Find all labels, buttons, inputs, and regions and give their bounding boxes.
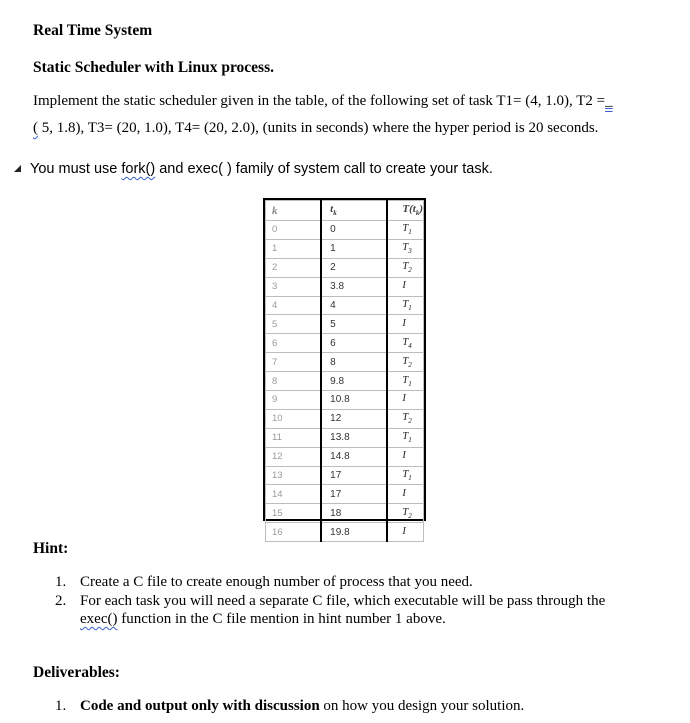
cell-time: 17 [321, 485, 387, 504]
header-task [387, 201, 423, 221]
cell-time: 8 [321, 353, 387, 372]
header-t-label: t [330, 203, 334, 216]
cell-k: 11 [266, 428, 322, 447]
task-name: T [402, 431, 409, 443]
table-row [266, 221, 424, 240]
cell-k: 6 [266, 334, 322, 353]
cell-k: 15 [266, 504, 322, 523]
table-row [266, 447, 424, 466]
cell-k: 13 [266, 466, 322, 485]
table-row [266, 239, 424, 258]
cell-task [387, 504, 423, 523]
header-t-sub: k [333, 209, 337, 218]
cell-time: 4 [321, 296, 387, 315]
cell-task [387, 221, 423, 240]
deliverables-item-1 [55, 698, 524, 715]
task-name: I [402, 317, 406, 329]
list-number: 1. [55, 574, 67, 590]
cell-task [387, 277, 423, 296]
deliverables-heading: Deliverables: [33, 664, 120, 681]
cell-k: 3 [266, 277, 322, 296]
task-name: T [402, 298, 409, 310]
header-task-sub: k [415, 209, 420, 218]
task-subscript: 2 [408, 511, 412, 520]
cell-k: 1 [266, 239, 322, 258]
header-task-label: T(t [402, 203, 416, 216]
task-subscript: 3 [408, 247, 412, 256]
hint-text: For each task you will need a separate C file, which executable will be pass through the [80, 593, 606, 609]
cell-time: 18 [321, 504, 387, 523]
cell-k: 10 [266, 409, 322, 428]
cell-time: 19.8 [321, 523, 387, 542]
task-name: T [402, 374, 409, 386]
cell-task [387, 372, 423, 391]
task-subscript: 2 [408, 266, 412, 275]
cell-k: 5 [266, 315, 322, 334]
task-name: T [402, 336, 409, 348]
page-subtitle: Static Scheduler with Linux process. [33, 59, 274, 76]
cell-task [387, 391, 423, 410]
cell-task [387, 428, 423, 447]
hint-heading: Hint: [33, 540, 69, 557]
table-row [266, 372, 424, 391]
cell-k: 2 [266, 258, 322, 277]
table-row [266, 466, 424, 485]
header-t [321, 201, 387, 221]
cell-task [387, 334, 423, 353]
cell-k: 8 [266, 372, 322, 391]
header-k: k [266, 201, 322, 221]
cell-time: 5 [321, 315, 387, 334]
task-name: I [402, 487, 406, 499]
intro-text: ent the static scheduler given in the table, of the following set of task T1= (4, 1.0), T2 = [79, 93, 606, 109]
cell-time: 2 [321, 258, 387, 277]
table-row [266, 315, 424, 334]
hint-item-1 [55, 574, 473, 591]
intro-text: Implem [33, 93, 80, 109]
bullet-item [14, 161, 493, 177]
hint-item-2 [55, 593, 605, 610]
intro-text: ( [33, 120, 38, 136]
cell-time: 12 [321, 409, 387, 428]
task-name: T [402, 506, 409, 518]
list-number: 1. [55, 698, 67, 714]
cell-time: 14.8 [321, 447, 387, 466]
intro-blank: _ [605, 93, 613, 109]
task-name: T [402, 468, 409, 480]
cell-k: 9 [266, 391, 322, 410]
task-name: T [402, 242, 409, 254]
cell-k: 7 [266, 353, 322, 372]
collapse-triangle-icon[interactable] [14, 165, 21, 172]
task-subscript: 1 [408, 379, 412, 388]
task-name: I [402, 280, 406, 292]
task-name: T [402, 412, 409, 424]
cell-time: 9.8 [321, 372, 387, 391]
deliverables-bold-text: Code and output only with discussion [80, 698, 320, 714]
schedule-table [263, 198, 426, 538]
intro-text: 5, 1.8), T3= (20, 1.0), T4= (20, 2.0), (units in seconds) where the hyper period is 20 seconds. [38, 120, 599, 136]
cell-task [387, 523, 423, 542]
task-subscript: 1 [408, 228, 412, 237]
cell-task [387, 258, 423, 277]
task-name: I [402, 450, 406, 462]
table-header-row [266, 201, 424, 221]
task-name: T [402, 223, 409, 235]
table-row [266, 258, 424, 277]
hint-text: function in the C file mention in hint number 1 above. [117, 611, 446, 627]
table-row [266, 523, 424, 542]
hint-text: Create a C file to create enough number of process that you need. [80, 574, 473, 590]
task-name: I [402, 525, 406, 537]
cell-k: 16 [266, 523, 322, 542]
cell-time: 6 [321, 334, 387, 353]
cell-task [387, 315, 423, 334]
table-row [266, 485, 424, 504]
bullet-text: and exec( ) family of system call to create your task. [155, 161, 493, 177]
task-name: T [402, 261, 409, 273]
cell-task [387, 409, 423, 428]
deliverables-text: on how you design your solution. [319, 698, 525, 714]
task-name: I [402, 393, 406, 405]
task-subscript: 1 [408, 474, 412, 483]
task-subscript: 4 [408, 341, 412, 350]
cell-time: 17 [321, 466, 387, 485]
table-row [266, 428, 424, 447]
table-row [266, 334, 424, 353]
cell-task [387, 353, 423, 372]
cell-k: 0 [266, 221, 322, 240]
task-name: T [402, 355, 409, 367]
cell-k: 12 [266, 447, 322, 466]
cell-time: 3.8 [321, 277, 387, 296]
task-subscript: 1 [408, 304, 412, 313]
table-row [266, 277, 424, 296]
hint-exec: exec() [80, 611, 118, 627]
header-task-close: ) [419, 203, 423, 216]
bullet-fork: fork() [121, 161, 156, 177]
cell-task [387, 485, 423, 504]
hint-item-2-cont [80, 611, 446, 628]
cell-time: 0 [321, 221, 387, 240]
table-row [266, 353, 424, 372]
intro-line-1 [33, 93, 613, 110]
cell-time: 10.8 [321, 391, 387, 410]
table-row [266, 504, 424, 523]
task-subscript: 1 [408, 436, 412, 445]
cell-task [387, 447, 423, 466]
cell-task [387, 239, 423, 258]
cell-task [387, 296, 423, 315]
task-subscript: 2 [408, 417, 412, 426]
cell-task [387, 466, 423, 485]
cell-k: 14 [266, 485, 322, 504]
table-row [266, 391, 424, 410]
intro-line-2 [33, 120, 598, 137]
page-title: Real Time System [33, 22, 153, 39]
list-number: 2. [55, 593, 67, 609]
task-subscript: 2 [408, 360, 412, 369]
table-row [266, 409, 424, 428]
cell-time: 13.8 [321, 428, 387, 447]
table-row [266, 296, 424, 315]
cell-time: 1 [321, 239, 387, 258]
bullet-text: You must use [30, 161, 122, 177]
cell-k: 4 [266, 296, 322, 315]
